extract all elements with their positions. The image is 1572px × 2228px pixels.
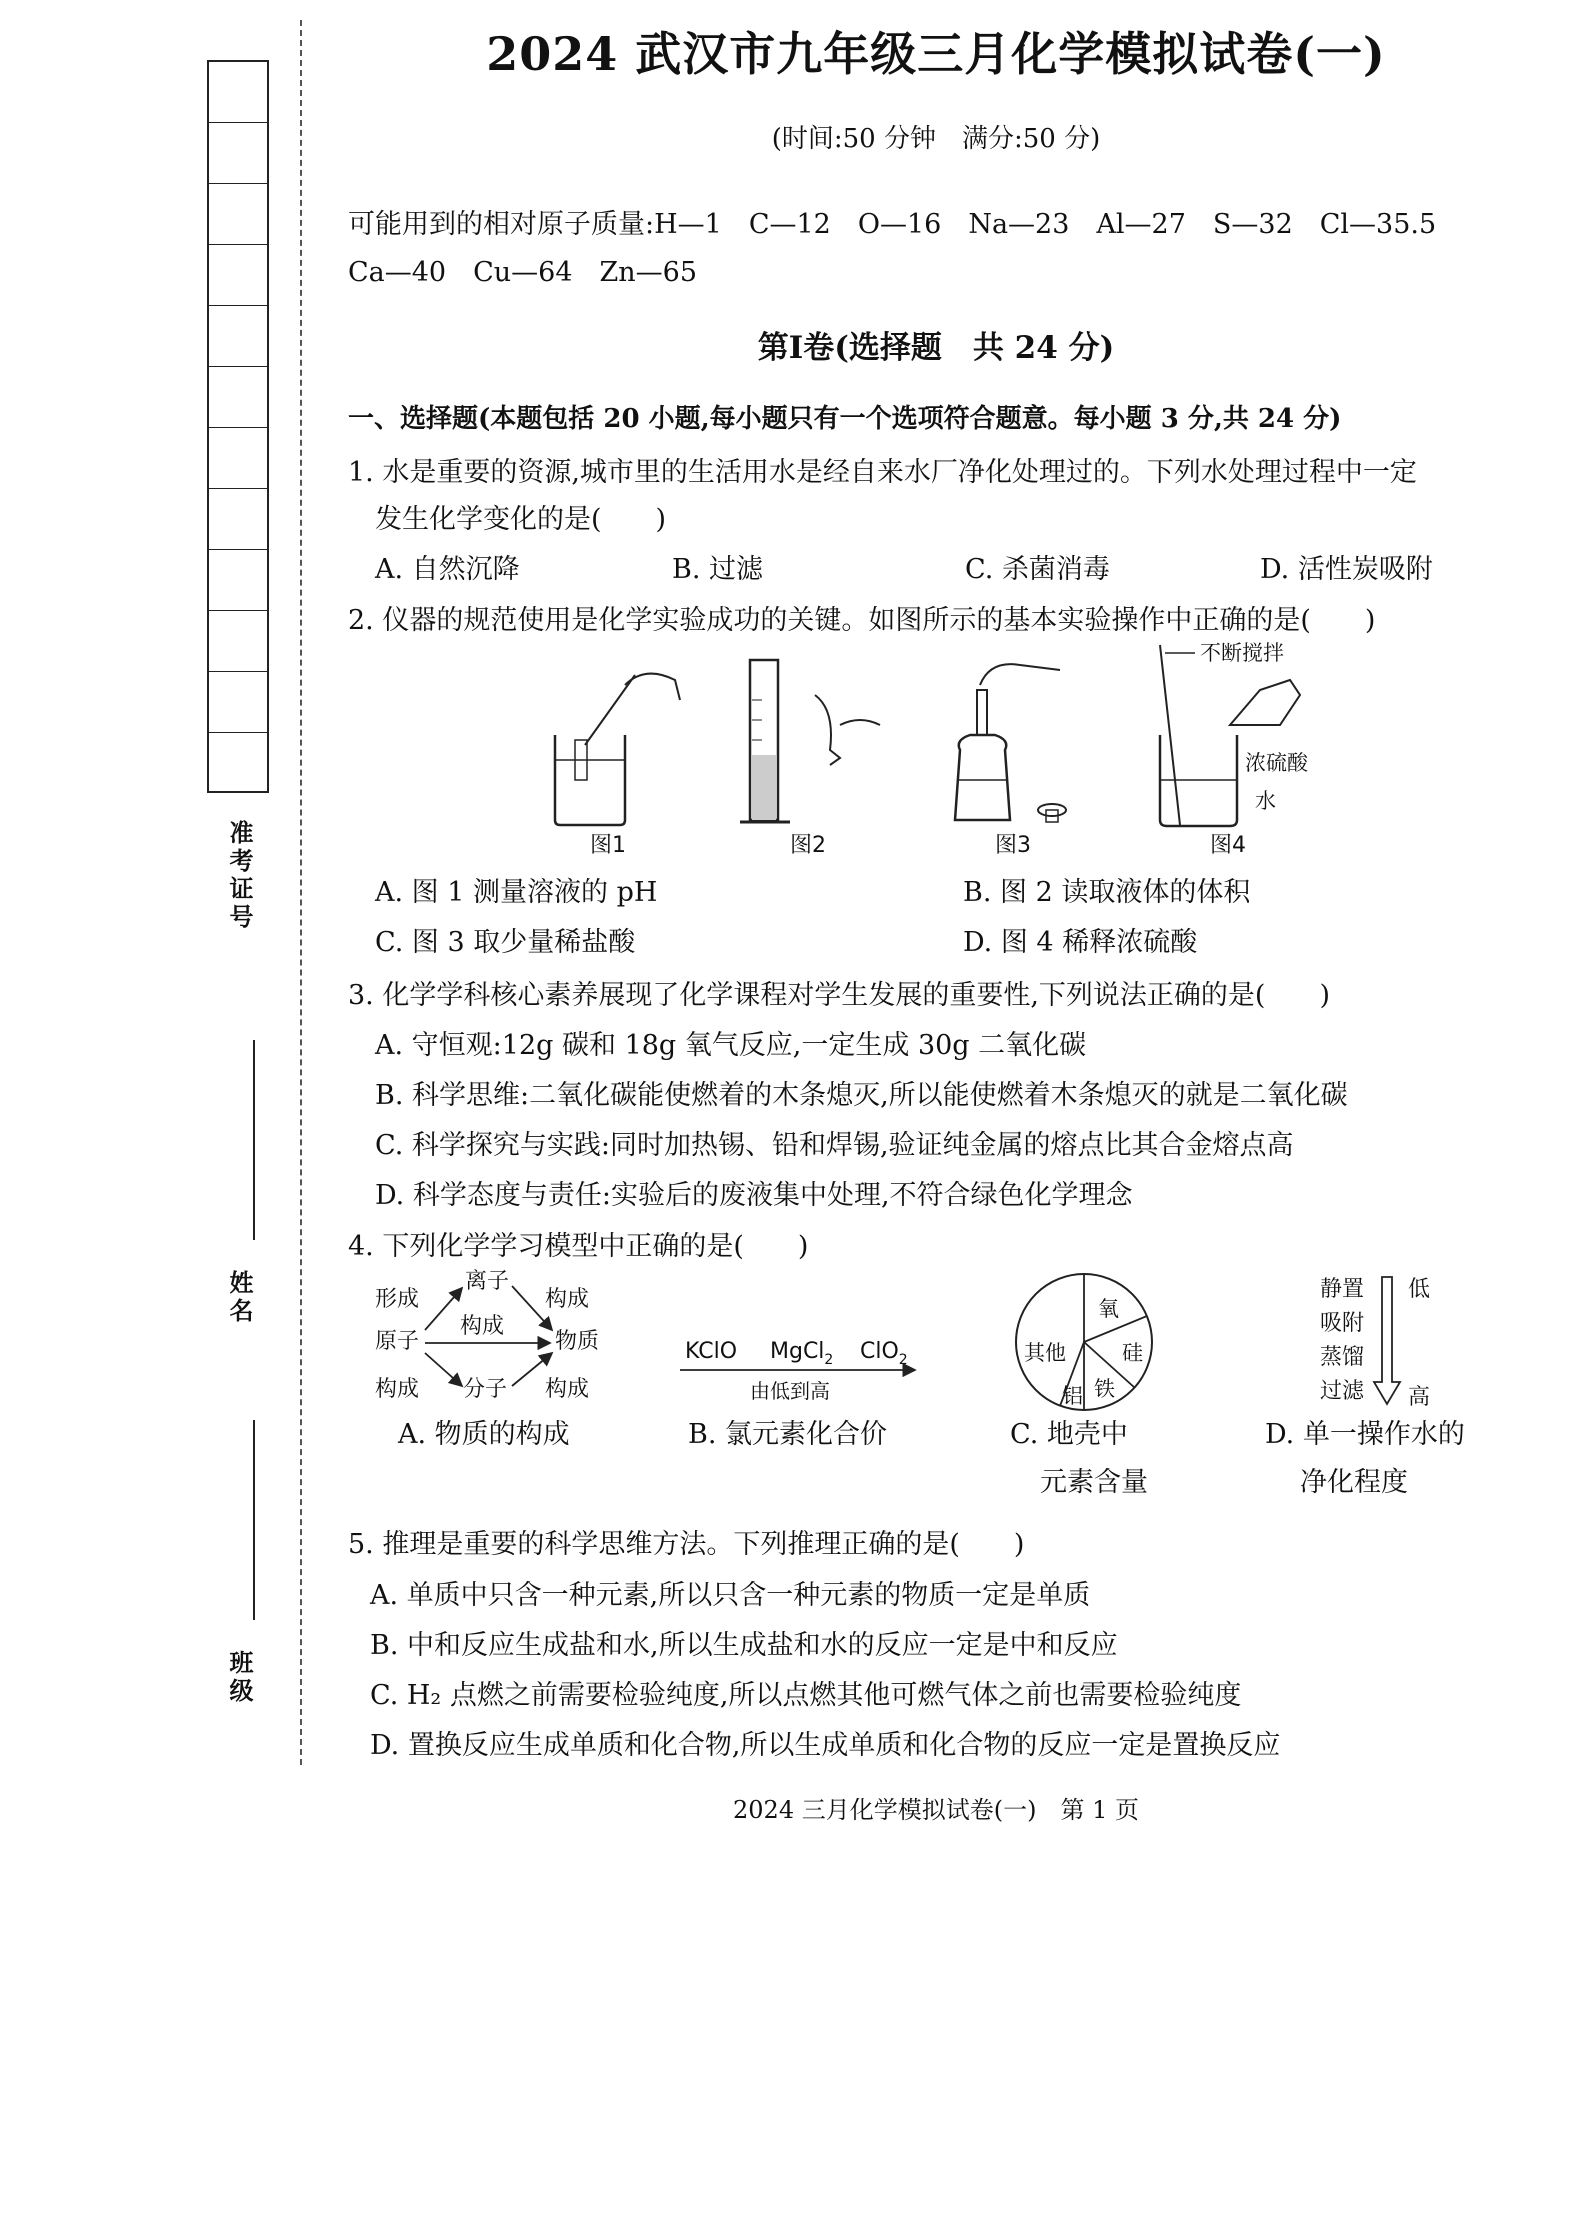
q3-stem: 3. 化学学科核心素养展现了化学课程对学生发展的重要性,下列说法正确的是( ) xyxy=(348,980,1330,1011)
q1-option-a[interactable]: A. 自然沉降 xyxy=(375,554,520,585)
q2-option-a[interactable]: A. 图 1 测量溶液的 pH xyxy=(375,877,658,908)
pie-slice-iron: 铁 xyxy=(1094,1377,1115,1401)
q5-option-b[interactable]: B. 中和反应生成盐和水,所以生成盐和水的反应一定是中和反应 xyxy=(370,1630,1118,1661)
q5-stem: 5. 推理是重要的科学思维方法。下列推理正确的是( ) xyxy=(348,1529,1025,1560)
q4-option-c-line2: 元素含量 xyxy=(1040,1467,1148,1498)
exam-id-label: 准考证号 xyxy=(225,820,254,932)
time-info: (时间:50 分钟 满分:50 分) xyxy=(771,124,1101,154)
fig4-label-stir: 不断搅拌 xyxy=(1200,641,1284,665)
fig4-dilution-icon xyxy=(1160,641,1309,826)
q3-option-c[interactable]: C. 科学探究与实践:同时加热锡、铅和焊锡,验证纯金属的熔点比其合金熔点高 xyxy=(375,1130,1294,1161)
q1-option-b[interactable]: B. 过滤 xyxy=(672,554,764,585)
page-footer: 2024 三月化学模拟试卷(一) 第 1 页 xyxy=(733,1796,1139,1824)
down-arrow-icon xyxy=(1374,1277,1400,1404)
pie-slice-oxygen: 氧 xyxy=(1098,1297,1119,1321)
model-b-note: 由低到高 xyxy=(750,1379,830,1403)
class-label: 班级 xyxy=(225,1650,254,1706)
fig1-beaker-icon xyxy=(555,674,680,825)
fig4-label-acid: 浓硫酸 xyxy=(1245,751,1308,775)
label-high: 高 xyxy=(1408,1385,1431,1410)
node-matter: 物质 xyxy=(555,1329,600,1354)
section-heading: 第Ⅰ卷(选择题 共 24 分) xyxy=(757,330,1115,366)
exam-id-cell[interactable] xyxy=(209,123,267,184)
label-low: 低 xyxy=(1408,1277,1431,1302)
fig4-label-water: 水 xyxy=(1255,789,1276,813)
q4-option-d-line2: 净化程度 xyxy=(1300,1467,1408,1498)
q3-option-b[interactable]: B. 科学思维:二氧化碳能使燃着的木条熄灭,所以能使燃着木条熄灭的就是二氧化碳 xyxy=(375,1080,1348,1111)
atomic-mass-line-1: 可能用到的相对原子质量:H—1 C—12 O—16 Na—23 Al—27 S—32 Cl—35.5 xyxy=(348,209,1437,240)
formula-clo2: ClO$_2$ xyxy=(860,1339,908,1368)
q5-option-a[interactable]: A. 单质中只含一种元素,所以只含一种元素的物质一定是单质 xyxy=(370,1580,1091,1611)
q4-stem: 4. 下列化学学习模型中正确的是( ) xyxy=(348,1231,809,1262)
q3-option-a[interactable]: A. 守恒观:12g 碳和 18g 氧气反应,一定生成 30g 二氧化碳 xyxy=(375,1030,1087,1061)
q3-option-d[interactable]: D. 科学态度与责任:实验后的废液集中处理,不符合绿色化学理念 xyxy=(375,1180,1133,1211)
label-compose-bottom: 构成 xyxy=(375,1377,420,1402)
exam-id-cell[interactable] xyxy=(209,550,267,611)
step-adsorb: 吸附 xyxy=(1320,1311,1365,1336)
step-distill: 蒸馏 xyxy=(1320,1345,1365,1370)
q4-model-a-diagram xyxy=(370,1268,630,1408)
name-line[interactable] xyxy=(253,1040,255,1240)
exam-id-cell[interactable] xyxy=(209,245,267,306)
q4-option-d[interactable]: D. 单一操作水的 xyxy=(1265,1419,1465,1450)
formula-mgcl2: MgCl$_2$ xyxy=(770,1339,834,1368)
q2-option-d[interactable]: D. 图 4 稀释浓硫酸 xyxy=(963,927,1198,958)
node-ion: 离子 xyxy=(465,1269,510,1294)
q2-option-b[interactable]: B. 图 2 读取液体的体积 xyxy=(963,877,1251,908)
q4-model-d-diagram xyxy=(1310,1272,1460,1412)
node-atom: 原子 xyxy=(375,1329,420,1354)
fig3-dropper-bottle-icon xyxy=(955,664,1066,822)
exam-id-cell[interactable] xyxy=(209,184,267,245)
q5-option-c[interactable]: C. H₂ 点燃之前需要检验纯度,所以点燃其他可燃气体之前也需要检验纯度 xyxy=(370,1680,1242,1711)
step-settle: 静置 xyxy=(1320,1277,1365,1302)
q1-stem-1: 1. 水是重要的资源,城市里的生活用水是经自来水厂净化处理过的。下列水处理过程中一定 xyxy=(348,457,1417,488)
q1-option-c[interactable]: C. 杀菌消毒 xyxy=(965,554,1110,585)
fig1-caption: 图1 xyxy=(590,833,626,858)
label-compose-bottom-right: 构成 xyxy=(545,1377,590,1402)
q5-option-d[interactable]: D. 置换反应生成单质和化合物,所以生成单质和化合物的反应一定是置换反应 xyxy=(370,1730,1281,1761)
exam-id-cell[interactable] xyxy=(209,611,267,672)
name-label: 姓名 xyxy=(225,1270,254,1326)
page-title: 2024 武汉市九年级三月化学模拟试卷(一) xyxy=(486,27,1386,81)
label-compose-mid: 构成 xyxy=(460,1314,505,1339)
fig4-caption: 图4 xyxy=(1210,833,1246,858)
fig2-caption: 图2 xyxy=(790,833,826,858)
q1-option-d[interactable]: D. 活性炭吸附 xyxy=(1260,554,1433,585)
label-form-top: 形成 xyxy=(375,1287,420,1312)
fig3-caption: 图3 xyxy=(995,833,1031,858)
exam-id-cell[interactable] xyxy=(209,62,267,123)
q2-stem: 2. 仪器的规范使用是化学实验成功的关键。如图所示的基本实验操作中正确的是( ) xyxy=(348,605,1376,636)
exam-id-cell[interactable] xyxy=(209,428,267,489)
exam-id-cell[interactable] xyxy=(209,489,267,550)
q4-option-b[interactable]: B. 氯元素化合价 xyxy=(688,1419,888,1450)
fig2-cylinder-icon xyxy=(740,660,880,822)
step-filter: 过滤 xyxy=(1320,1379,1365,1404)
q4-model-c-pie xyxy=(1010,1268,1160,1418)
exam-id-grid[interactable] xyxy=(207,60,269,793)
section-instruction: 一、选择题(本题包括 20 小题,每小题只有一个选项符合题意。每小题 3 分,共 24 分) xyxy=(348,404,1342,434)
exam-id-cell[interactable] xyxy=(209,733,267,794)
node-molecule: 分子 xyxy=(463,1377,508,1402)
atomic-mass-line-2: Ca—40 Cu—64 Zn—65 xyxy=(348,257,698,288)
formula-kclo: KClO xyxy=(685,1339,738,1364)
q1-stem-2: 发生化学变化的是( ) xyxy=(375,504,667,535)
q4-model-b-diagram xyxy=(675,1330,925,1410)
pie-slice-other: 其他 xyxy=(1024,1341,1066,1365)
exam-id-cell[interactable] xyxy=(209,306,267,367)
pie-slice-aluminum: 铝 xyxy=(1062,1384,1083,1408)
binding-line xyxy=(300,20,302,1765)
exam-id-cell[interactable] xyxy=(209,672,267,733)
label-compose-top: 构成 xyxy=(545,1287,590,1312)
q2-option-c[interactable]: C. 图 3 取少量稀盐酸 xyxy=(375,927,636,958)
q4-option-c[interactable]: C. 地壳中 xyxy=(1010,1419,1128,1450)
pie-slice-silicon: 硅 xyxy=(1122,1341,1143,1365)
class-line[interactable] xyxy=(253,1420,255,1620)
exam-id-cell[interactable] xyxy=(209,367,267,428)
q4-option-a[interactable]: A. 物质的构成 xyxy=(398,1419,570,1450)
